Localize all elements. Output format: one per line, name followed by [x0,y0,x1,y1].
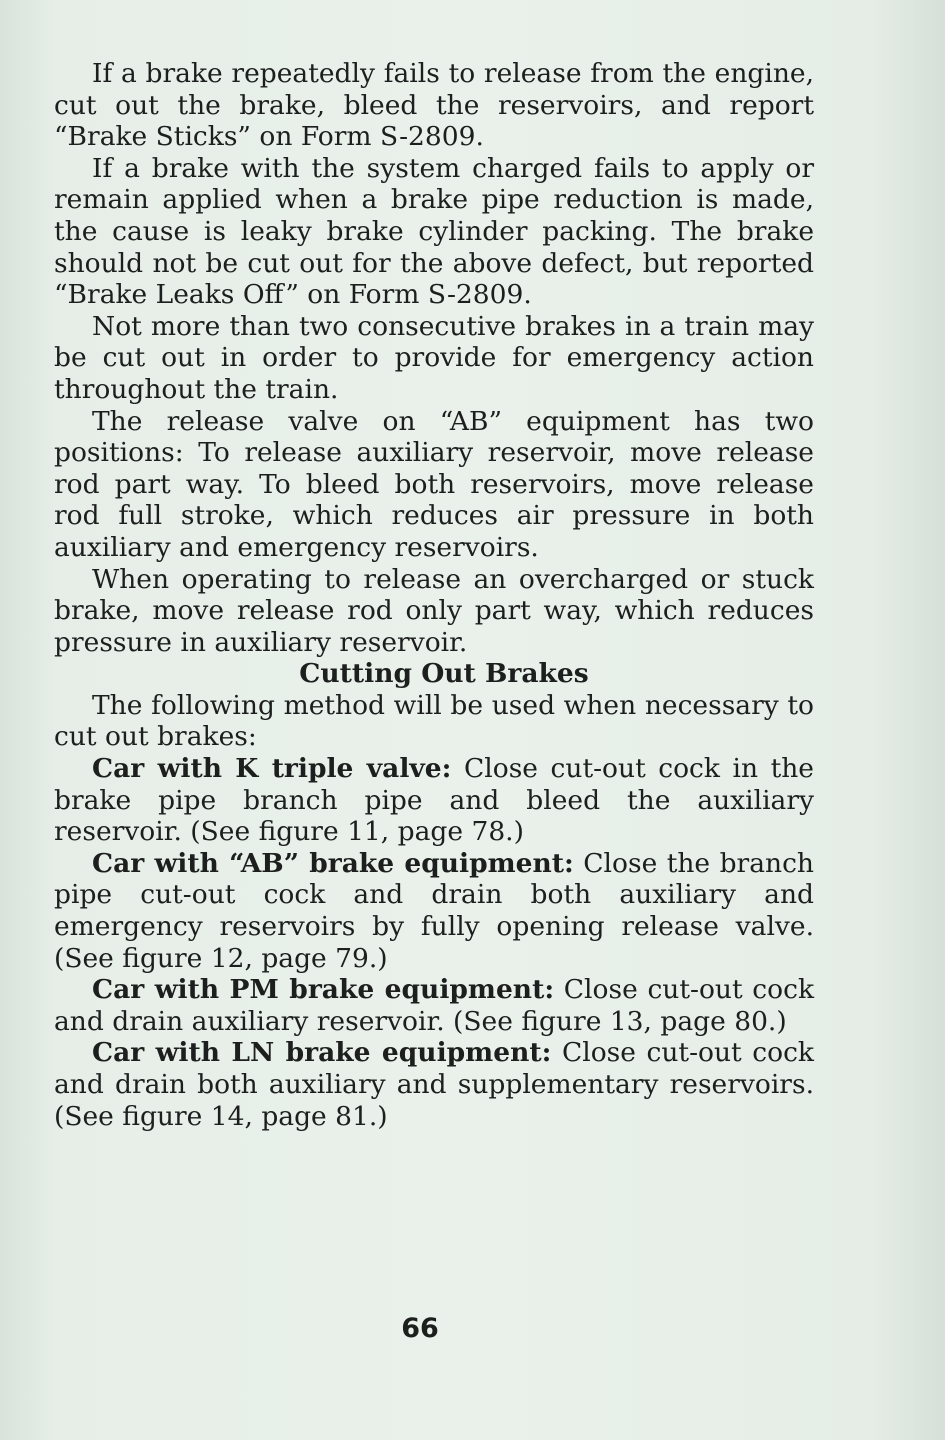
paragraph-pm-equipment: Car with PM brake equipment: Close cut-out cock and drain auxiliary reservoir. (See figure 13, page 80.) [54,974,814,1037]
page-body [54,58,814,1132]
paragraph-method-intro: The following method will be used when necessary to cut out brakes: [54,689,814,753]
lead-k-triple-valve: Car with K triple valve: [92,753,452,785]
paragraph-release-valve: The release valve on “AB” equipment has two positions: To release auxiliary reservoir, move release rod part way. To bleed both reservoirs, move release rod full stroke, which reduces air pressure in both auxiliary and emergency reservoirs. [54,405,814,563]
paragraph-ln-equipment: Car with LN brake equipment: Close cut-out cock and drain both auxiliary and supplementary reservoirs. (See figure 14, page 81.) [54,1037,814,1132]
section-heading: Cutting Out Brakes [299,658,589,690]
paragraph-ab-equipment: Car with “AB” brake equipment: Close the branch pipe cut-out cock and drain both auxiliary and emergency reservoirs by fully opening release valve. (See figure 12, page 79.) [54,847,814,974]
paragraph-brake-sticks: If a brake repeatedly fails to release from the engine, cut out the brake, bleed the reservoirs, and report “Brake Sticks” on Form S-2809. [54,58,814,153]
page-number: 66 [401,1313,439,1344]
lead-ln-equipment: Car with LN brake equipment: [92,1037,552,1069]
paragraph-consecutive-brakes: Not more than two consecutive brakes in a train may be cut out in order to provide for emergency action throughout the train. [54,310,814,405]
lead-pm-equipment: Car with PM brake equipment: [92,974,555,1006]
lead-ab-equipment: Car with “AB” brake equipment: [92,847,574,879]
paragraph-brake-leaks-off: If a brake with the system charged fails to apply or remain applied when a brake pipe reduction is made, the cause is leaky brake cylinder packing. The brake should not be cut out for the above defect, but reported “Brake Leaks Off” on Form S-2809. [54,152,814,311]
paragraph-k-triple-valve: Car with K triple valve: Close cut-out cock in the brake pipe branch pipe and bleed the auxiliary reservoir. (See figure 11, page 78.) [54,753,814,848]
paragraph-overcharged-brake: When operating to release an overcharged or stuck brake, move release rod only part way, which reduces pressure in auxiliary reservoir. [54,563,814,658]
